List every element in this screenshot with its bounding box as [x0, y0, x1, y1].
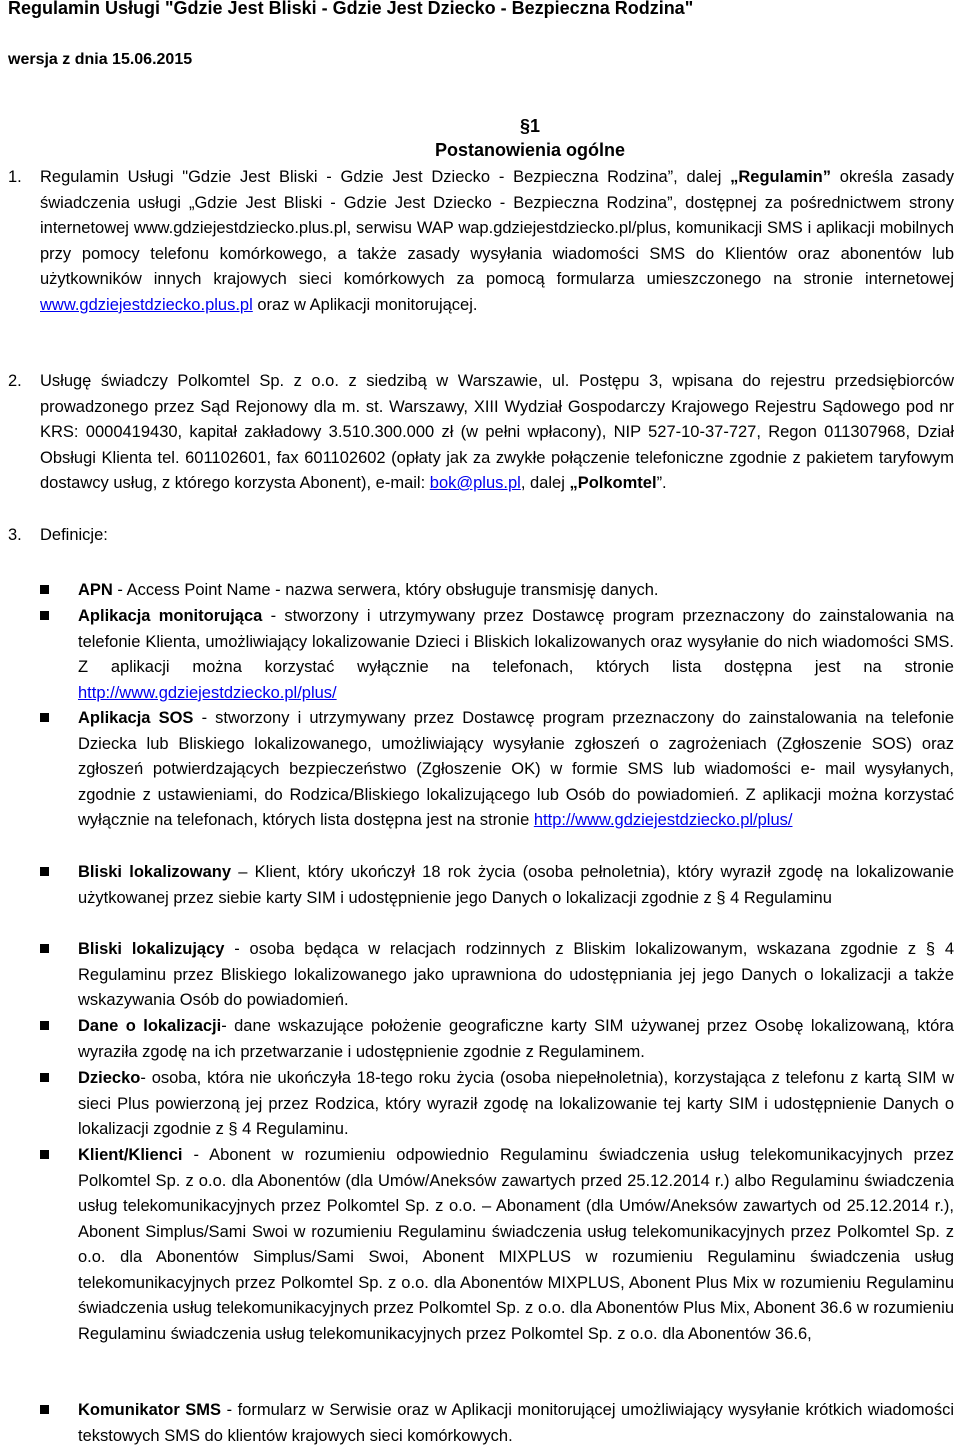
- item-number: 2.: [8, 372, 22, 390]
- definition-text: - stworzony i utrzymywany przez Dostawcę program przeznaczony do zainstalowania na telefonie Klienta, umożliwiający lokalizowanie Dzieci i Bliskich lokalizowanych oraz wysyłanie do nich wiadomości SMS. Z aplikacji można korzystać wyłącznie na telefonach, których lista dostępna jest na stronie: [78, 607, 954, 676]
- definition-term: Dane o lokalizacji: [78, 1017, 222, 1035]
- bullet-icon: [40, 944, 49, 953]
- bullet-icon: [40, 611, 49, 620]
- bullet-icon: [40, 1150, 49, 1159]
- term-regulamin: „Regulamin”: [730, 168, 831, 186]
- website-link[interactable]: www.gdziejestdziecko.plus.pl: [40, 295, 253, 314]
- definition-term: Aplikacja SOS: [78, 709, 194, 727]
- item-1-text: [40, 165, 954, 318]
- email-link[interactable]: bok@plus.pl: [429, 474, 521, 492]
- definition-text: – Klient, który ukończył 18 rok życia (osoba pełnoletnia), który wyraził zgodę na lokalizowanie użytkowanej przez siebie karty SIM i udostępnienie jego Danych o lokalizacji zgodnie z § 4 Regulaminu: [78, 863, 954, 907]
- definition-text: - formularz w Serwisie oraz w Aplikacji monitorującej umożliwiający wysyłanie krótkich wiadomości tekstowych SMS do klientów krajowych sieci komórkowych.: [78, 1401, 954, 1445]
- section-title: Postanowienia ogólne: [434, 140, 626, 160]
- phones-list-link[interactable]: http://www.gdziejestdziecko.pl/plus/: [78, 683, 337, 702]
- section-number: §1: [519, 116, 541, 136]
- bullet-icon: [40, 713, 49, 722]
- document-title: Regulamin Usługi "Gdzie Jest Bliski - Gdzie Jest Dziecko - Bezpieczna Rodzina": [8, 0, 694, 18]
- definition-term: APN: [78, 581, 113, 599]
- definition-text: - stworzony i utrzymywany przez Dostawcę program przeznaczony do zainstalowania na telefonie Dziecka lub Bliskiego lokalizowanego, umożliwiający wysyłanie zgłoszeń o zagrożeniach (Zgłoszenie SOS) oraz zgłoszeń potwierdzających bezpieczeństwo (Zgłoszenie OK) w formie SMS lub wiadomości e- mail wysyłanych, zgodnie z ustawieniami, do Rodzica/Bliskiego lokalizującego lub Osób do powiadomień. Z aplikacji można korzystać wyłącznie na telefonach, których lista dostępna jest na stronie: [78, 709, 955, 829]
- phones-list-link[interactable]: http://www.gdziejestdziecko.pl/plus/: [533, 811, 793, 829]
- definition-text: - Abonent w rozumieniu odpowiednio Regulaminu świadczenia usług telekomunikacyjnych przez Polkomtel Sp. z o.o. dla Abonentów (dla Umów/Aneksów zawartych przed 25.12.2014 r.) albo Regulaminu świadczenia usług telekomunikacyjnych przez Polkomtel Sp. z o.o. – Abonament (dla Umów/Aneksów zawartych od 25.12.2014 r.), Abonent Simplus/Sami Swoi w rozumieniu Regulaminu świadczenia usług telekomunikacyjnych przez Polkomtel Sp. z o.o. dla Abonentów Simplus/Sami Swoi, Abonent MIXPLUS w rozumieniu Regulaminu świadczenia usług telekomunikacyjnych przez Polkomtel Sp. z o.o. dla Abonentów MIXPLUS, Abonent Plus Mix w rozumieniu Regulaminu świadczenia usług telekomunikacyjnych przez Polkomtel Sp. z o.o. dla Abonentów Plus Mix, Abonent 36.6 w rozumieniu Regulaminu świadczenia usług telekomunikacyjnych przez Polkomtel Sp. z o.o. dla Abonentów 36.6,: [78, 1146, 954, 1343]
- definition-aplikacja-sos: [78, 706, 954, 834]
- item-2-text: [40, 369, 954, 497]
- definition-term: Bliski lokalizowany: [78, 863, 232, 881]
- definition-term: Komunikator SMS: [78, 1401, 222, 1419]
- item-text: ”.: [656, 474, 667, 492]
- definition-dziecko: [78, 1066, 954, 1143]
- definition-apn: [78, 578, 954, 604]
- item-3-text: Definicje:: [40, 526, 108, 544]
- definition-klient: [78, 1143, 954, 1347]
- item-text: , dalej: [520, 474, 570, 492]
- bullet-icon: [40, 1405, 49, 1414]
- definition-dane-o-lokalizacji: [78, 1014, 954, 1065]
- bullet-icon: [40, 1021, 49, 1030]
- item-text: oraz w Aplikacji monitorującej.: [252, 295, 478, 314]
- definition-bliski-lokalizujacy: [78, 937, 954, 1014]
- definition-text: - dane wskazujące położenie geograficzne karty SIM używanej przez Osobę lokalizowaną, która wyraziła zgodę na ich przetwarzanie i udostępnienie zgodnie z Regulaminem.: [78, 1017, 954, 1061]
- definition-komunikator-sms: [78, 1398, 954, 1449]
- bullet-icon: [40, 867, 49, 876]
- version-date: wersja z dnia 15.06.2015: [8, 51, 193, 68]
- definition-term: Aplikacja monitorująca: [78, 607, 263, 625]
- definition-term: Dziecko: [78, 1069, 141, 1087]
- item-number: 3.: [8, 526, 22, 544]
- definition-text: - osoba, która nie ukończyła 18-tego roku życia (osoba niepełnoletnia), korzystająca z telefonu z kartą SIM w sieci Plus powierzoną jej przez Rodzica, który wyraził zgodę na lokalizowanie tej karty SIM i udostępnienie Danych o lokalizacji zgodnie z § 4 Regulaminu.: [78, 1069, 954, 1138]
- item-number: 1.: [8, 168, 22, 186]
- definition-term: Bliski lokalizujący: [78, 940, 225, 958]
- bullet-icon: [40, 1073, 49, 1082]
- term-polkomtel: „Polkomtel: [569, 474, 657, 492]
- definition-aplikacja-monitorujaca: [78, 604, 954, 706]
- item-text: Regulamin Usługi "Gdzie Jest Bliski - Gdzie Jest Dziecko - Bezpieczna Rodzina”, dalej: [40, 168, 731, 186]
- definition-term: Klient/Klienci: [78, 1146, 183, 1164]
- definition-text: - osoba będąca w relacjach rodzinnych z Bliskim lokalizowanym, wskazana zgodnie z § 4 Regulaminu przez Bliskiego lokalizowanego jako uprawniona do udostępniania jej jego Danych o lokalizacji a także wskazywania Osób do powiadomień.: [78, 940, 955, 1009]
- bullet-icon: [40, 585, 49, 594]
- definition-bliski-lokalizowany: [78, 860, 954, 911]
- item-text: określa zasady świadczenia usługi „Gdzie Jest Bliski - Gdzie Jest Dziecko - Bezpieczna Rodzina”, dostępnej za pośrednictwem strony internetowej www.gdziejestdziecko.plus.pl, serwisu WAP wap.gdziejestdziecko.pl/plus, komunikacji SMS i aplikacji mobilnych przy pomocy telefonu komórkowego, a także zasady wysyłania wiadomości SMS do Klientów oraz abonentów lub użytkowników innych krajowych sieci komórkowych za pomocą formularza umieszczonego na stronie internetowej: [40, 168, 954, 288]
- definition-text: - Access Point Name - nazwa serwera, który obsługuje transmisję danych.: [112, 581, 659, 599]
- item-text: Usługę świadczy Polkomtel Sp. z o.o. z siedzibą w Warszawie, ul. Postępu 3, wpisana do rejestru przedsiębiorców prowadzonego przez Sąd Rejonowy dla m. st. Warszawy, XIII Wydział Gospodarczy Krajowego Rejestru Sądowego pod nr KRS: 0000419430, kapitał zakładowy 3.510.300.000 zł (w pełni wpłacony), NIP 527-10-37-727, Regon 011307968, Dział Obsługi Klienta tel. 601102601, fax 601102602 (opłaty jak za zwykłe połączenie telefoniczne zgodnie z pakietem taryfowym dostawcy usług, z którego korzysta Abonent), e-mail:: [40, 372, 954, 492]
